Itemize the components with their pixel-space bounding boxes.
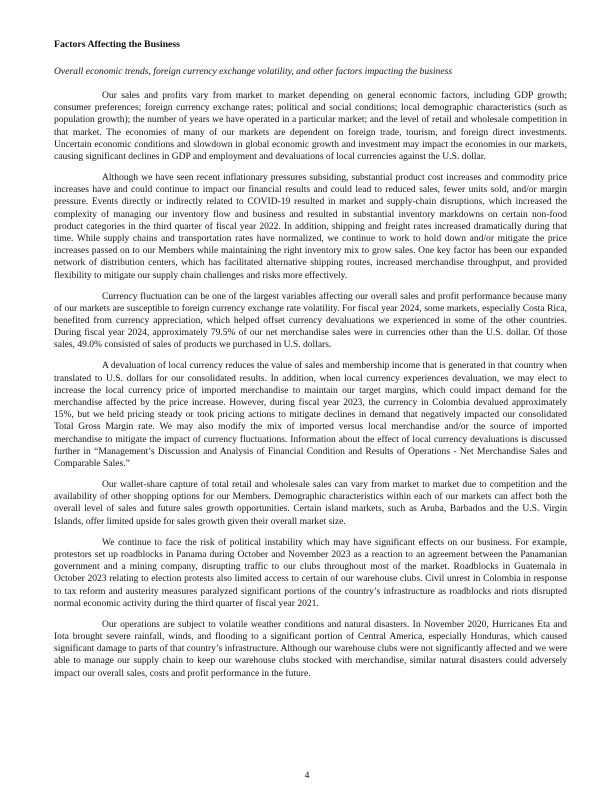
paragraph-inflation: Although we have seen recent inflationary pressures subsiding, substantial product cost increases and commodity price increases have and could continue to impact our financial results and could lead to reduced sales, fewer units sold, and/or margin pressure. Events directly or indirectly related to COVID-19 resulted in market and supply-chain disruptions, which increased the complexity of managing our inventory flow and business and resulted in substantial inventory markdowns on certain non-food product categories in the third quarter of fiscal year 2022. In addition, shipping and freight rates increased dramatically during that time. While supply chains and transportation rates have normalized, we continue to work to hold down and/or mitigate the price increases passed on to our Members while maintaining the right inventory mix to grow sales. One key factor has been our expanded network of distribution centers, which has facilitated alternative shipping routes, increased merchandise throughput, and provided flexibility to mitigate our supply chain challenges and risks more effectively. bbox=[54, 172, 567, 281]
section-heading: Factors Affecting the Business bbox=[54, 39, 180, 50]
paragraph-economic-factors: Our sales and profits vary from market to market depending on general economic factors, including GDP growth; consumer preferences; foreign currency exchange rates; political and social conditions; local demographic characteristics (such as population growth); the number of years we have operated in a particular market; and the level of retail and wholesale competition in that market. The economies of many of our markets are dependent on foreign trade, tourism, and foreign direct investments. Uncertain economic conditions and slowdown in global economic growth and investment may impact the economies in our markets, causing significant declines in GDP and employment and devaluations of local currencies against the U.S. dollar. bbox=[54, 90, 567, 163]
paragraph-wallet-share: Our wallet-share capture of total retail and wholesale sales can vary from market to market due to competition and the availability of other shopping options for our Members. Demographic characteristics within each of our markets can affect both the overall level of sales and future sales growth opportunities. Certain island markets, such as Aruba, Barbados and the U.S. Virgin Islands, offer limited upside for sales growth given their overall market size. bbox=[54, 479, 567, 527]
paragraph-political-instability: We continue to face the risk of political instability which may have significant effects on our business. For example, protestors set up roadblocks in Panama during October and November 2023 as a reaction to an agreement between the Panamanian government and a mining company, disrupting traffic to our clubs throughout most of the market. Roadblocks in Guatemala in October 2023 relating to election protests also limited access to certain of our warehouse clubs. Civil unrest in Colombia in response to tax reform and austerity measures paralyzed significant portions of the country’s infrastructure as roadblocks and riots disrupted normal economic activity during the third quarter of fiscal year 2021. bbox=[54, 536, 567, 609]
section-subheading: Overall economic trends, foreign currency exchange volatility, and other factors impacting the business bbox=[54, 66, 453, 77]
paragraph-natural-disasters: Our operations are subject to volatile weather conditions and natural disasters. In November 2020, Hurricanes Eta and Iota brought severe rainfall, winds, and flooding to a significant portion of Central America, especially Honduras, which caused significant damage to parts of that country’s infrastructure. Although our warehouse clubs were not significantly affected and we were able to manage our supply chain to keep our warehouse clubs stocked with merchandise, similar natural disasters could adversely impact our overall sales, costs and profit performance in the future. bbox=[54, 618, 567, 679]
paragraph-currency-fluctuation: Currency fluctuation can be one of the largest variables affecting our overall sales and profit performance because many of our markets are susceptible to foreign currency exchange rate volatility. For fiscal year 2024, some markets, especially Costa Rica, benefited from currency appreciation, which helped offset currency devaluations we experienced in some of the other countries. During fiscal year 2024, approximately 79.5% of our net merchandise sales were in currencies other than the U.S. dollar. Of those sales, 49.0% consisted of sales of products we purchased in U.S. dollars. bbox=[54, 290, 567, 351]
paragraph-devaluation: A devaluation of local currency reduces the value of sales and membership income that is generated in that country when translated to U.S. dollars for our consolidated results. In addition, when local currency experiences devaluation, we may elect to increase the local currency price of imported merchandise to maintain our target margins, which could impact demand for the merchandise affected by the price increase. However, during fiscal year 2023, the currency in Colombia devalued approximately 15%, but we held pricing steady or took pricing actions to mitigate declines in demand that negatively impacted our consolidated Total Gross Margin rate. We may also modify the mix of imported versus local merchandise and/or the source of imported merchandise to mitigate the impact of currency fluctuations. Information about the effect of local currency devaluations is discussed further in “Management’s Discussion and Analysis of Financial Condition and Results of Operations - Net Merchandise Sales and Comparable Sales.” bbox=[54, 360, 567, 470]
page-number: 4 bbox=[304, 770, 310, 781]
document-page bbox=[54, 39, 567, 689]
